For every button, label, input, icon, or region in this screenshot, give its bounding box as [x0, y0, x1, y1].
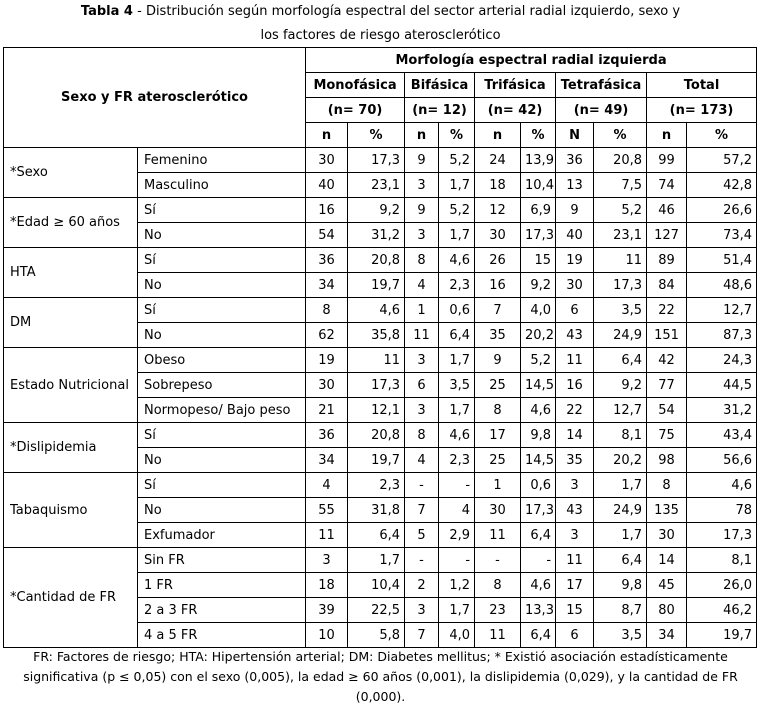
- cell-count: 40: [306, 173, 348, 198]
- cell-percent: 24,9: [594, 498, 647, 523]
- cell-percent: 17,3: [521, 498, 556, 523]
- cell-count: 7: [405, 498, 439, 523]
- cell-percent: 12,7: [594, 398, 647, 423]
- cell-percent: 4,6: [687, 473, 757, 498]
- cell-count: 46: [647, 198, 687, 223]
- cell-count: 16: [556, 373, 594, 398]
- cell-count: 8: [475, 398, 521, 423]
- cell-count: 8: [405, 248, 439, 273]
- cell-percent: 20,8: [348, 423, 405, 448]
- cell-count: 9: [556, 198, 594, 223]
- cell-percent: 1,7: [594, 523, 647, 548]
- row-label: Sobrepeso: [138, 373, 306, 398]
- cell-count: 3: [405, 173, 439, 198]
- sub-header-n: n: [647, 123, 687, 148]
- cell-percent: 1,7: [594, 473, 647, 498]
- row-label: 1 FR: [138, 573, 306, 598]
- col-n-tetrafasica: (n= 49): [556, 98, 647, 123]
- cell-percent: 13,9: [521, 148, 556, 173]
- table-row: [4, 348, 757, 373]
- cell-percent: 14,5: [521, 373, 556, 398]
- cell-percent: 9,8: [521, 423, 556, 448]
- cell-percent: 23,1: [348, 173, 405, 198]
- cell-percent: 56,6: [687, 448, 757, 473]
- col-header-bifasica: Bifásica: [405, 73, 475, 98]
- cell-percent: 5,2: [439, 198, 475, 223]
- cell-percent: 73,4: [687, 223, 757, 248]
- cell-percent: 1,7: [348, 548, 405, 573]
- group-label: Tabaquismo: [4, 473, 138, 548]
- cell-count: 4: [405, 448, 439, 473]
- cell-percent: 46,2: [687, 598, 757, 623]
- cell-count: 19: [306, 348, 348, 373]
- cell-percent: 13,3: [521, 598, 556, 623]
- row-label: Normopeso/ Bajo peso: [138, 398, 306, 423]
- cell-count: 3: [556, 473, 594, 498]
- cell-count: 1: [405, 298, 439, 323]
- cell-percent: 2,3: [439, 448, 475, 473]
- group-header: Morfología espectral radial izquierda: [306, 48, 757, 73]
- cell-percent: 20,2: [594, 448, 647, 473]
- cell-count: 11: [556, 348, 594, 373]
- cell-percent: 1,7: [439, 223, 475, 248]
- cell-percent: 6,9: [521, 198, 556, 223]
- cell-percent: 10,4: [521, 173, 556, 198]
- cell-count: 19: [556, 248, 594, 273]
- cell-percent: 2,3: [348, 473, 405, 498]
- cell-count: 8: [306, 298, 348, 323]
- cell-percent: 48,6: [687, 273, 757, 298]
- footnote: [0, 647, 761, 707]
- cell-percent: 8,7: [594, 598, 647, 623]
- cell-percent: 31,8: [348, 498, 405, 523]
- cell-count: 42: [647, 348, 687, 373]
- sub-header-pct: %: [594, 123, 647, 148]
- cell-count: 11: [556, 548, 594, 573]
- sub-header-pct: %: [348, 123, 405, 148]
- cell-count: 89: [647, 248, 687, 273]
- footnote-line-2: significativa (p ≤ 0,05) con el sexo (0,005), la edad ≥ 60 años (0,001), la dislipidemia (0,029), y la cantidad de FR (0,000).: [23, 669, 738, 704]
- cell-count: 1: [475, 473, 521, 498]
- cell-percent: 23,1: [594, 223, 647, 248]
- col-n-monofasica: (n= 70): [306, 98, 405, 123]
- cell-percent: 12,7: [687, 298, 757, 323]
- cell-count: 34: [306, 448, 348, 473]
- row-label: No: [138, 323, 306, 348]
- cell-count: 24: [475, 148, 521, 173]
- table-row: [4, 298, 757, 323]
- col-n-bifasica: (n= 12): [405, 98, 475, 123]
- cell-count: 6: [556, 298, 594, 323]
- cell-count: 40: [556, 223, 594, 248]
- cell-percent: 4,0: [521, 298, 556, 323]
- row-label: 4 a 5 FR: [138, 623, 306, 648]
- cell-percent: 24,3: [687, 348, 757, 373]
- row-label: Sí: [138, 298, 306, 323]
- cell-percent: 51,4: [687, 248, 757, 273]
- row-label: Sí: [138, 248, 306, 273]
- cell-count: -: [475, 548, 521, 573]
- cell-count: 36: [306, 248, 348, 273]
- cell-percent: 12,1: [348, 398, 405, 423]
- row-label: Obeso: [138, 348, 306, 373]
- cell-count: 11: [475, 523, 521, 548]
- cell-count: 5: [405, 523, 439, 548]
- caption-line-2: los factores de riesgo aterosclerótico: [260, 28, 501, 43]
- cell-count: 7: [405, 623, 439, 648]
- cell-count: 11: [405, 323, 439, 348]
- cell-percent: 8,1: [594, 423, 647, 448]
- cell-count: 10: [306, 623, 348, 648]
- cell-percent: 31,2: [687, 398, 757, 423]
- cell-percent: 10,4: [348, 573, 405, 598]
- cell-percent: 9,2: [348, 198, 405, 223]
- cell-percent: 19,7: [348, 448, 405, 473]
- cell-count: 3: [306, 548, 348, 573]
- table-caption: [0, 0, 761, 48]
- cell-percent: 5,2: [439, 148, 475, 173]
- row-header-cell: Sexo y FR aterosclerótico: [4, 48, 306, 148]
- cell-count: 9: [405, 148, 439, 173]
- cell-count: 18: [306, 573, 348, 598]
- cell-count: 34: [647, 623, 687, 648]
- col-header-total: Total: [647, 73, 757, 98]
- cell-count: 45: [647, 573, 687, 598]
- cell-percent: 11: [348, 348, 405, 373]
- cell-percent: 43,4: [687, 423, 757, 448]
- cell-percent: 17,3: [521, 223, 556, 248]
- table-row: [4, 148, 757, 173]
- cell-count: 54: [647, 398, 687, 423]
- cell-count: 6: [405, 373, 439, 398]
- table-row: [4, 423, 757, 448]
- row-label: No: [138, 273, 306, 298]
- group-label: DM: [4, 298, 138, 348]
- col-header-tetrafasica: Tetrafásica: [556, 73, 647, 98]
- cell-percent: 5,8: [348, 623, 405, 648]
- cell-count: 11: [306, 523, 348, 548]
- row-label: No: [138, 498, 306, 523]
- cell-count: 8: [475, 573, 521, 598]
- group-label: *Edad ≥ 60 años: [4, 198, 138, 248]
- row-label: Sí: [138, 473, 306, 498]
- sub-header-pct: %: [521, 123, 556, 148]
- cell-percent: 17,3: [594, 273, 647, 298]
- sub-header-n: N: [556, 123, 594, 148]
- cell-count: 21: [306, 398, 348, 423]
- cell-percent: 20,2: [521, 323, 556, 348]
- cell-count: 74: [647, 173, 687, 198]
- cell-count: 14: [556, 423, 594, 448]
- cell-percent: 4,6: [348, 298, 405, 323]
- cell-percent: 1,7: [439, 348, 475, 373]
- cell-count: 25: [475, 448, 521, 473]
- cell-count: 43: [556, 498, 594, 523]
- cell-percent: 3,5: [594, 623, 647, 648]
- cell-count: 35: [475, 323, 521, 348]
- col-header-monofasica: Monofásica: [306, 73, 405, 98]
- cell-percent: 2,9: [439, 523, 475, 548]
- cell-count: 2: [405, 573, 439, 598]
- cell-count: 11: [475, 623, 521, 648]
- cell-count: 34: [306, 273, 348, 298]
- cell-percent: 20,8: [348, 248, 405, 273]
- cell-percent: 19,7: [687, 623, 757, 648]
- group-label: Estado Nutricional: [4, 348, 138, 423]
- cell-percent: 2,3: [439, 273, 475, 298]
- cell-count: 80: [647, 598, 687, 623]
- cell-count: -: [405, 473, 439, 498]
- cell-percent: 4,6: [439, 248, 475, 273]
- cell-percent: 4,0: [439, 623, 475, 648]
- cell-percent: 35,8: [348, 323, 405, 348]
- group-label: *Cantidad de FR: [4, 548, 138, 648]
- cell-count: 3: [405, 598, 439, 623]
- cell-percent: 17,3: [348, 373, 405, 398]
- sub-header-pct: %: [687, 123, 757, 148]
- table-row: [4, 198, 757, 223]
- cell-percent: 4: [439, 498, 475, 523]
- table-row: [4, 548, 757, 573]
- cell-count: 16: [306, 198, 348, 223]
- cell-count: 9: [475, 348, 521, 373]
- cell-count: 98: [647, 448, 687, 473]
- cell-percent: 26,0: [687, 573, 757, 598]
- sub-header-n: n: [475, 123, 521, 148]
- cell-percent: 1,7: [439, 598, 475, 623]
- cell-count: 26: [475, 248, 521, 273]
- cell-count: 35: [556, 448, 594, 473]
- row-label: Masculino: [138, 173, 306, 198]
- cell-count: 39: [306, 598, 348, 623]
- cell-percent: 1,7: [439, 398, 475, 423]
- row-label: Exfumador: [138, 523, 306, 548]
- cell-count: 7: [475, 298, 521, 323]
- cell-count: 75: [647, 423, 687, 448]
- cell-percent: 8,1: [687, 548, 757, 573]
- cell-percent: 20,8: [594, 148, 647, 173]
- data-table: [3, 47, 757, 648]
- sub-header-pct: %: [439, 123, 475, 148]
- cell-count: 8: [647, 473, 687, 498]
- cell-count: 43: [556, 323, 594, 348]
- cell-percent: 4,6: [521, 573, 556, 598]
- cell-percent: 9,8: [594, 573, 647, 598]
- col-n-trifasica: (n= 42): [475, 98, 556, 123]
- cell-percent: 7,5: [594, 173, 647, 198]
- cell-count: 6: [556, 623, 594, 648]
- cell-count: 30: [306, 148, 348, 173]
- cell-percent: -: [521, 548, 556, 573]
- cell-count: -: [405, 548, 439, 573]
- cell-percent: 6,4: [521, 623, 556, 648]
- cell-percent: 3,5: [594, 298, 647, 323]
- cell-percent: 4,6: [439, 423, 475, 448]
- cell-count: 4: [306, 473, 348, 498]
- cell-percent: 9,2: [594, 373, 647, 398]
- cell-percent: 6,4: [521, 523, 556, 548]
- cell-count: 30: [306, 373, 348, 398]
- cell-percent: 9,2: [521, 273, 556, 298]
- cell-count: 77: [647, 373, 687, 398]
- cell-count: 30: [647, 523, 687, 548]
- cell-count: 13: [556, 173, 594, 198]
- group-label: HTA: [4, 248, 138, 298]
- caption-text-1: - Distribución según morfología espectral del sector arterial radial izquierdo, sexo y: [132, 4, 681, 19]
- cell-count: 55: [306, 498, 348, 523]
- cell-percent: 1,7: [439, 173, 475, 198]
- cell-percent: 17,3: [687, 523, 757, 548]
- group-label: *Sexo: [4, 148, 138, 198]
- cell-percent: 87,3: [687, 323, 757, 348]
- cell-percent: 5,2: [594, 198, 647, 223]
- cell-count: 30: [475, 498, 521, 523]
- group-label: *Dislipidemia: [4, 423, 138, 473]
- cell-count: 14: [647, 548, 687, 573]
- cell-percent: 17,3: [348, 148, 405, 173]
- cell-count: 127: [647, 223, 687, 248]
- cell-percent: 26,6: [687, 198, 757, 223]
- row-label: Sin FR: [138, 548, 306, 573]
- col-header-trifasica: Trifásica: [475, 73, 556, 98]
- cell-percent: 11: [594, 248, 647, 273]
- cell-count: 30: [475, 223, 521, 248]
- cell-percent: 14,5: [521, 448, 556, 473]
- col-n-total: (n= 173): [647, 98, 757, 123]
- cell-count: 54: [306, 223, 348, 248]
- cell-percent: 1,2: [439, 573, 475, 598]
- cell-percent: 44,5: [687, 373, 757, 398]
- caption-line-1: [0, 0, 761, 24]
- caption-label: Tabla 4: [80, 4, 133, 19]
- cell-percent: 78: [687, 498, 757, 523]
- cell-percent: 19,7: [348, 273, 405, 298]
- cell-percent: 0,6: [439, 298, 475, 323]
- cell-count: 4: [405, 273, 439, 298]
- cell-percent: 57,2: [687, 148, 757, 173]
- cell-count: 9: [405, 198, 439, 223]
- table-row: [4, 248, 757, 273]
- cell-percent: 5,2: [521, 348, 556, 373]
- row-label: 2 a 3 FR: [138, 598, 306, 623]
- cell-count: 151: [647, 323, 687, 348]
- cell-percent: -: [439, 473, 475, 498]
- row-label: Sí: [138, 423, 306, 448]
- cell-count: 8: [405, 423, 439, 448]
- cell-count: 3: [405, 348, 439, 373]
- footnote-line-1: FR: Factores de riesgo; HTA: Hipertensión arterial; DM: Diabetes mellitus; * Existió asociación estadísticamente: [33, 649, 728, 664]
- cell-count: 22: [556, 398, 594, 423]
- cell-count: 16: [475, 273, 521, 298]
- cell-percent: 15: [521, 248, 556, 273]
- sub-header-n: n: [306, 123, 348, 148]
- cell-count: 62: [306, 323, 348, 348]
- cell-count: 25: [475, 373, 521, 398]
- cell-count: 12: [475, 198, 521, 223]
- cell-count: 17: [475, 423, 521, 448]
- sub-header-n: n: [405, 123, 439, 148]
- cell-count: 15: [556, 598, 594, 623]
- cell-percent: 24,9: [594, 323, 647, 348]
- cell-count: 84: [647, 273, 687, 298]
- cell-count: 18: [475, 173, 521, 198]
- cell-count: 3: [405, 398, 439, 423]
- cell-count: 3: [405, 223, 439, 248]
- cell-percent: 6,4: [348, 523, 405, 548]
- row-label: No: [138, 223, 306, 248]
- cell-percent: -: [439, 548, 475, 573]
- header-row-1: [4, 48, 757, 73]
- cell-count: 22: [647, 298, 687, 323]
- cell-count: 30: [556, 273, 594, 298]
- cell-percent: 6,4: [594, 548, 647, 573]
- cell-count: 3: [556, 523, 594, 548]
- cell-count: 99: [647, 148, 687, 173]
- cell-percent: 6,4: [594, 348, 647, 373]
- cell-percent: 42,8: [687, 173, 757, 198]
- cell-count: 135: [647, 498, 687, 523]
- table-row: [4, 473, 757, 498]
- cell-count: 17: [556, 573, 594, 598]
- row-label: Femenino: [138, 148, 306, 173]
- cell-count: 36: [556, 148, 594, 173]
- cell-percent: 22,5: [348, 598, 405, 623]
- cell-percent: 3,5: [439, 373, 475, 398]
- cell-count: 36: [306, 423, 348, 448]
- cell-percent: 31,2: [348, 223, 405, 248]
- cell-percent: 4,6: [521, 398, 556, 423]
- cell-percent: 6,4: [439, 323, 475, 348]
- cell-count: 23: [475, 598, 521, 623]
- cell-percent: 0,6: [521, 473, 556, 498]
- row-label: No: [138, 448, 306, 473]
- row-label: Sí: [138, 198, 306, 223]
